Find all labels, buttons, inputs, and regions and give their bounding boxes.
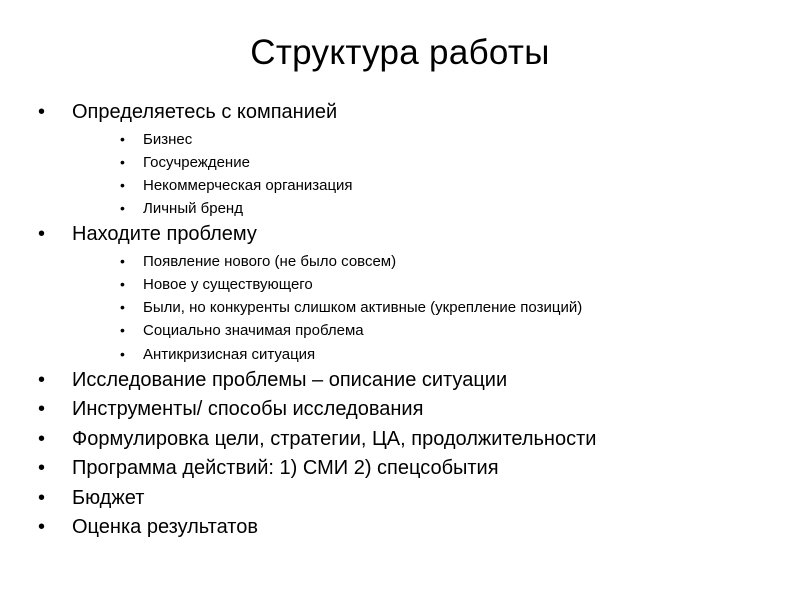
bullet-item [38, 454, 778, 484]
bullet-item-label: Программа действий: 1) СМИ 2) спецсобытия [72, 457, 499, 480]
sub-bullet-item [38, 151, 778, 174]
bullet-icon: • [120, 153, 125, 170]
bullet-icon: • [120, 130, 125, 147]
sub-bullet-item-label: Личный бренд [143, 200, 243, 218]
bullet-item [38, 395, 778, 425]
bullet-icon: • [38, 398, 46, 421]
bullet-item [38, 513, 778, 543]
bullet-icon: • [120, 345, 125, 362]
bullet-icon: • [120, 299, 125, 316]
sub-bullet-list [38, 128, 778, 221]
bullet-icon: • [38, 427, 46, 450]
bullet-item [38, 484, 778, 514]
sub-bullet-item-label: Появление нового (не было совсем) [143, 252, 397, 270]
sub-bullet-item [38, 128, 778, 151]
sub-bullet-item [38, 197, 778, 220]
bullet-icon: • [120, 322, 125, 339]
sub-bullet-item-label: Новое у существующего [143, 276, 313, 294]
bullet-item-label: Формулировка цели, стратегии, ЦА, продолжительности [72, 427, 597, 450]
sub-bullet-item-label: Антикризисная ситуация [143, 345, 316, 363]
sub-bullet-item [38, 273, 778, 296]
bullet-icon: • [120, 252, 125, 269]
bullet-item-label: Оценка результатов [72, 516, 258, 539]
bullet-item-label: Исследование проблемы – описание ситуации [72, 368, 508, 391]
sub-bullet-item-label: Некоммерческая организация [143, 176, 353, 194]
bullet-icon: • [38, 368, 46, 391]
bullet-icon: • [120, 200, 125, 217]
bullet-item-label: Инструменты/ способы исследования [72, 398, 424, 421]
sub-bullet-item [38, 296, 778, 319]
bullet-list [38, 98, 778, 543]
bullet-icon: • [38, 457, 46, 480]
bullet-icon: • [120, 176, 125, 193]
bullet-icon: • [38, 486, 46, 509]
bullet-item [38, 220, 778, 250]
bullet-icon: • [38, 223, 46, 246]
bullet-icon: • [38, 516, 46, 539]
bullet-item [38, 98, 778, 128]
sub-bullet-item [38, 319, 778, 342]
bullet-icon: • [120, 276, 125, 293]
bullet-item [38, 425, 778, 455]
sub-bullet-item-label: Госучреждение [143, 153, 250, 171]
slide-title: Структура работы [250, 33, 550, 72]
sub-bullet-item-label: Были, но конкуренты слишком активные (укрепление позиций) [143, 299, 583, 317]
sub-bullet-item-label: Социально значимая проблема [143, 322, 364, 340]
bullet-item-label: Бюджет [72, 486, 145, 509]
sub-bullet-list [38, 250, 778, 366]
sub-bullet-item [38, 343, 778, 366]
bullet-item-label: Определяетесь с компанией [72, 101, 338, 123]
sub-bullet-item [38, 250, 778, 273]
bullet-icon: • [38, 101, 46, 123]
sub-bullet-item-label: Бизнес [143, 130, 193, 148]
bullet-item [38, 366, 778, 396]
bullet-item-label: Находите проблему [72, 223, 257, 246]
sub-bullet-item [38, 174, 778, 197]
